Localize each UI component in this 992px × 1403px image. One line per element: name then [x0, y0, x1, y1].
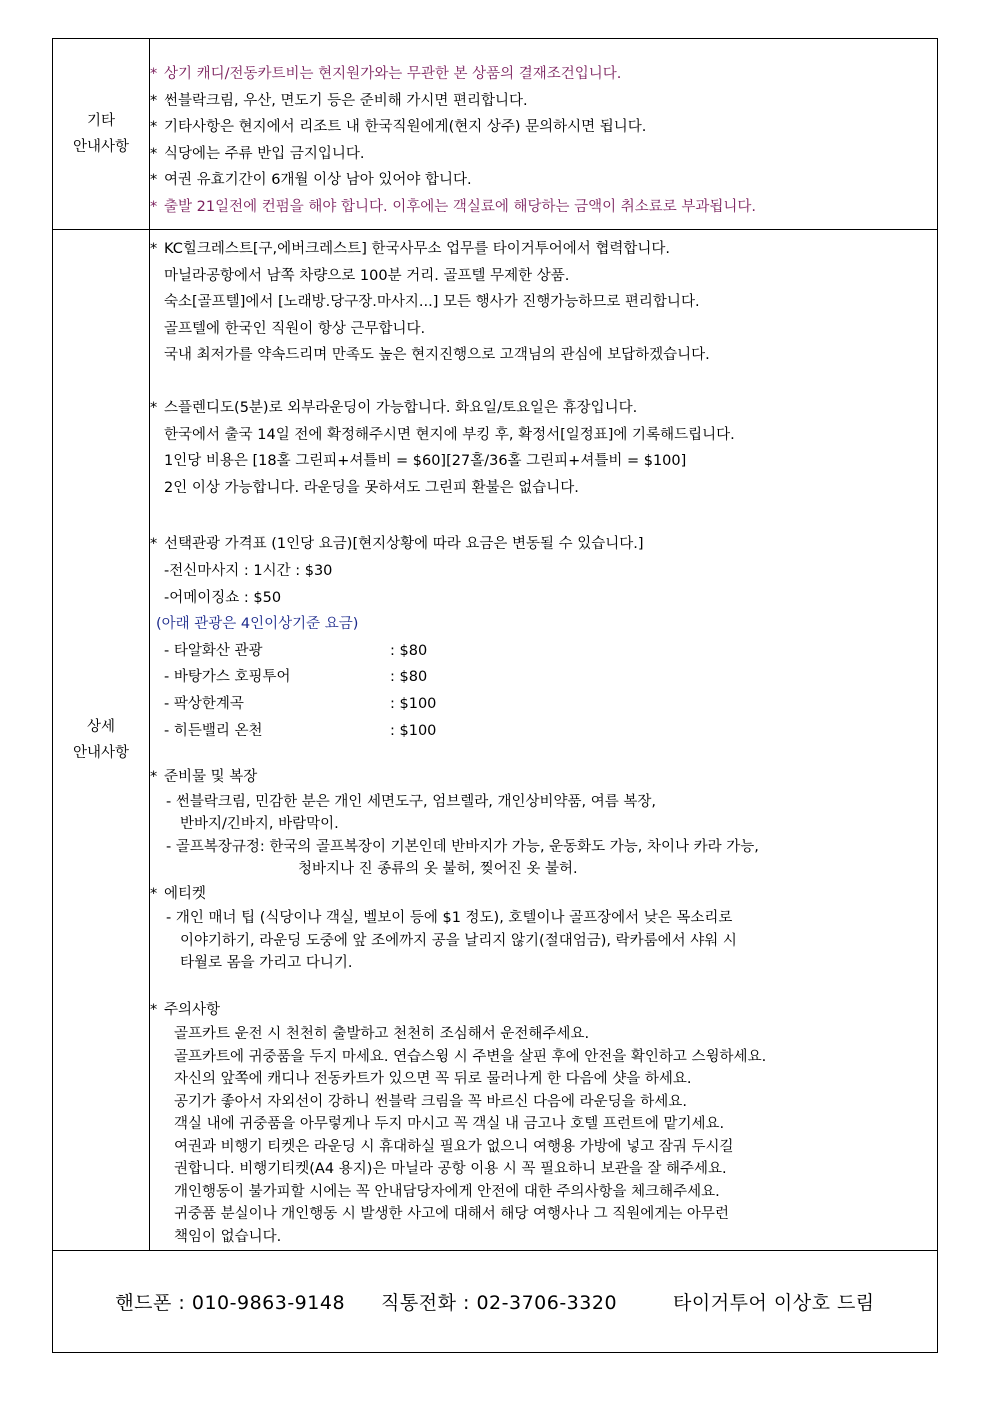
options-line: -어메이징쇼 : $50 — [164, 589, 282, 606]
prep-line: - 썬블락크림, 민감한 분은 개인 세면도구, 엄브렐라, 개인상비약품, 여름 복장, — [166, 793, 656, 810]
caution-line: 골프카트에 귀중품을 두지 마세요. 연습스윙 시 주변을 살핀 후에 안전을 확인하고 스윙하세요. — [174, 1048, 767, 1065]
tour-price: : $100 — [390, 695, 437, 712]
tour-name: - 바탕가스 호핑투어 — [164, 669, 291, 686]
tour-name: - 타알화산 관광 — [164, 642, 263, 659]
outround-line: 한국에서 출국 14일 전에 확정해주시면 현지에 부킹 후, 확정서[일정표]에 기록해드립니다. — [164, 426, 735, 443]
intro-line: 마닐라공항에서 남쪽 차량으로 100분 거리. 골프텔 무제한 상품. — [164, 267, 570, 284]
caution-line: 책임이 없습니다. — [174, 1228, 282, 1245]
footer-phone: 핸드폰 : 010-9863-9148 — [115, 1292, 346, 1314]
misc-item: * 여권 유효기간이 6개월 이상 남아 있어야 합니다. — [150, 172, 472, 189]
etiquette-line: 타월로 몸을 가리고 다니기. — [180, 955, 353, 972]
detail-section-row — [53, 230, 938, 1251]
spacer — [150, 501, 937, 527]
intro-head: * KC힐크레스트[구,에버크레스트] 한국사무소 업무를 타이거투어에서 협력합니다. — [150, 241, 671, 257]
caution-line: 자신의 앞쪽에 캐디나 전동카트가 있으면 꼭 뒤로 물러나게 한 다음에 샷을 하세요. — [174, 1071, 692, 1088]
tour-price: : $80 — [390, 642, 428, 659]
caution-head: * 주의사항 — [150, 1001, 221, 1018]
caution-line: 객실 내에 귀중품을 아무렇게나 두지 마시고 꼭 객실 내 금고나 호텔 프런트에 맡기세요. — [174, 1116, 725, 1133]
intro-line: 국내 최저가를 약속드리며 만족도 높은 현지진행으로 고객님의 관심에 보답하겠습니다. — [164, 347, 710, 364]
misc-item: * 출발 21일전에 컨펌을 해야 합니다. 이후에는 객실료에 해당하는 금액이 취소료로 부과됩니다. — [150, 198, 757, 215]
tour-row — [150, 638, 937, 665]
options-group-note: (아래 관광은 4인이상기준 요금) — [156, 616, 359, 633]
spacer — [150, 975, 937, 997]
tour-row — [150, 691, 937, 718]
intro-line: 숙소[골프텔]에서 [노래방.당구장.마사지...] 모든 행사가 진행가능하므로 편리합니다. — [164, 294, 700, 311]
tour-name: - 히든밸리 온천 — [164, 722, 263, 739]
misc-item: * 식당에는 주류 반입 금지입니다. — [150, 145, 365, 162]
spacer — [150, 369, 937, 395]
detail-label-line2: 안내사항 — [72, 745, 130, 761]
caution-line: 귀중품 분실이나 개인행동 시 발생한 사고에 대해서 해당 여행사나 그 직원에게는 아무런 — [174, 1206, 729, 1223]
misc-label-line1: 기타 — [86, 113, 115, 129]
caution-line: 개인행동이 불가피할 시에는 꼭 안내담당자에게 안전에 대한 주의사항을 체크해주세요. — [174, 1183, 720, 1200]
prep-line: 청바지나 진 종류의 옷 불허, 찢어진 옷 불허. — [298, 861, 578, 878]
footer-cell — [53, 1251, 938, 1353]
tour-price: : $80 — [390, 669, 428, 686]
caution-line: 여권과 비행기 티켓은 라운딩 시 휴대하실 필요가 없으니 여행용 가방에 넣고 잠궈 두시길 — [174, 1138, 734, 1155]
options-head: * 선택관광 가격표 (1인당 요금)[현지상황에 따라 요금은 변동될 수 있습니다.] — [150, 536, 644, 553]
prep-line: - 골프복장규정: 한국의 골프복장이 기본인데 반바지가 가능, 운동화도 가능, 차이나 카라 가능, — [166, 838, 759, 855]
info-table — [52, 38, 938, 1353]
misc-item: * 상기 캐디/전동카트비는 현지원가와는 무관한 본 상품의 결재조건입니다. — [150, 66, 622, 82]
footer-direct-line: 직통전화 : 02-3706-3320 — [381, 1292, 618, 1314]
spacer — [150, 744, 937, 764]
caution-line: 골프카트 운전 시 천천히 출발하고 천천히 조심해서 운전해주세요. — [174, 1026, 590, 1043]
tour-name: - 팍상한계곡 — [164, 695, 244, 712]
caution-line: 공기가 좋아서 자외선이 강하니 썬블락 크림을 꼭 바르신 다음에 라운딩을 하세요. — [174, 1093, 687, 1110]
outround-head: * 스플렌디도(5분)로 외부라운딩이 가능합니다. 화요일/토요일은 휴장입니다. — [150, 399, 638, 416]
outround-line: 1인당 비용은 [18홀 그린피+셔틀비 = $60][27홀/36홀 그린피+셔틀비 = $100] — [164, 453, 687, 470]
tour-row — [150, 664, 937, 691]
tour-price: : $100 — [390, 722, 437, 739]
tour-row — [150, 718, 937, 745]
outround-line: 2인 이상 가능합니다. 라운딩을 못하셔도 그린피 환불은 없습니다. — [164, 479, 579, 496]
prep-line: 반바지/긴바지, 바람막이. — [180, 816, 339, 833]
etiquette-line: 이야기하기, 라운딩 도중에 앞 조에까지 공을 날리지 않기(절대엄금), 락카룸에서 샤워 시 — [180, 932, 737, 949]
misc-label-cell — [53, 39, 150, 230]
misc-label-line2: 안내사항 — [72, 139, 130, 155]
options-line: -전신마사지 : 1시간 : $30 — [164, 562, 333, 579]
misc-item: * 기타사항은 현지에서 리조트 내 한국직원에게(현지 상주) 문의하시면 됩니다. — [150, 119, 647, 136]
misc-content-cell — [150, 39, 938, 230]
footer-row — [53, 1251, 938, 1353]
detail-label-line1: 상세 — [86, 719, 115, 735]
intro-line: 골프텔에 한국인 직원이 항상 근무합니다. — [164, 320, 426, 337]
etiquette-line: - 개인 매너 팁 (식당이나 객실, 벨보이 등에 $1 정도), 호텔이나 골프장에서 낮은 목소리로 — [166, 910, 733, 927]
detail-label-cell — [53, 230, 150, 1251]
misc-item: * 썬블락크림, 우산, 면도기 등은 준비해 가시면 편리합니다. — [150, 92, 528, 109]
misc-section-row — [53, 39, 938, 230]
etiquette-head: * 에티켓 — [150, 885, 207, 902]
prep-head: * 준비물 및 복장 — [150, 769, 258, 786]
footer-sender: 타이거투어 이상호 드림 — [673, 1292, 875, 1314]
detail-content-cell — [150, 230, 938, 1251]
caution-line: 권합니다. 비행기티켓(A4 용지)은 마닐라 공항 이용 시 꼭 필요하니 보관을 잘 해주세요. — [174, 1161, 727, 1178]
